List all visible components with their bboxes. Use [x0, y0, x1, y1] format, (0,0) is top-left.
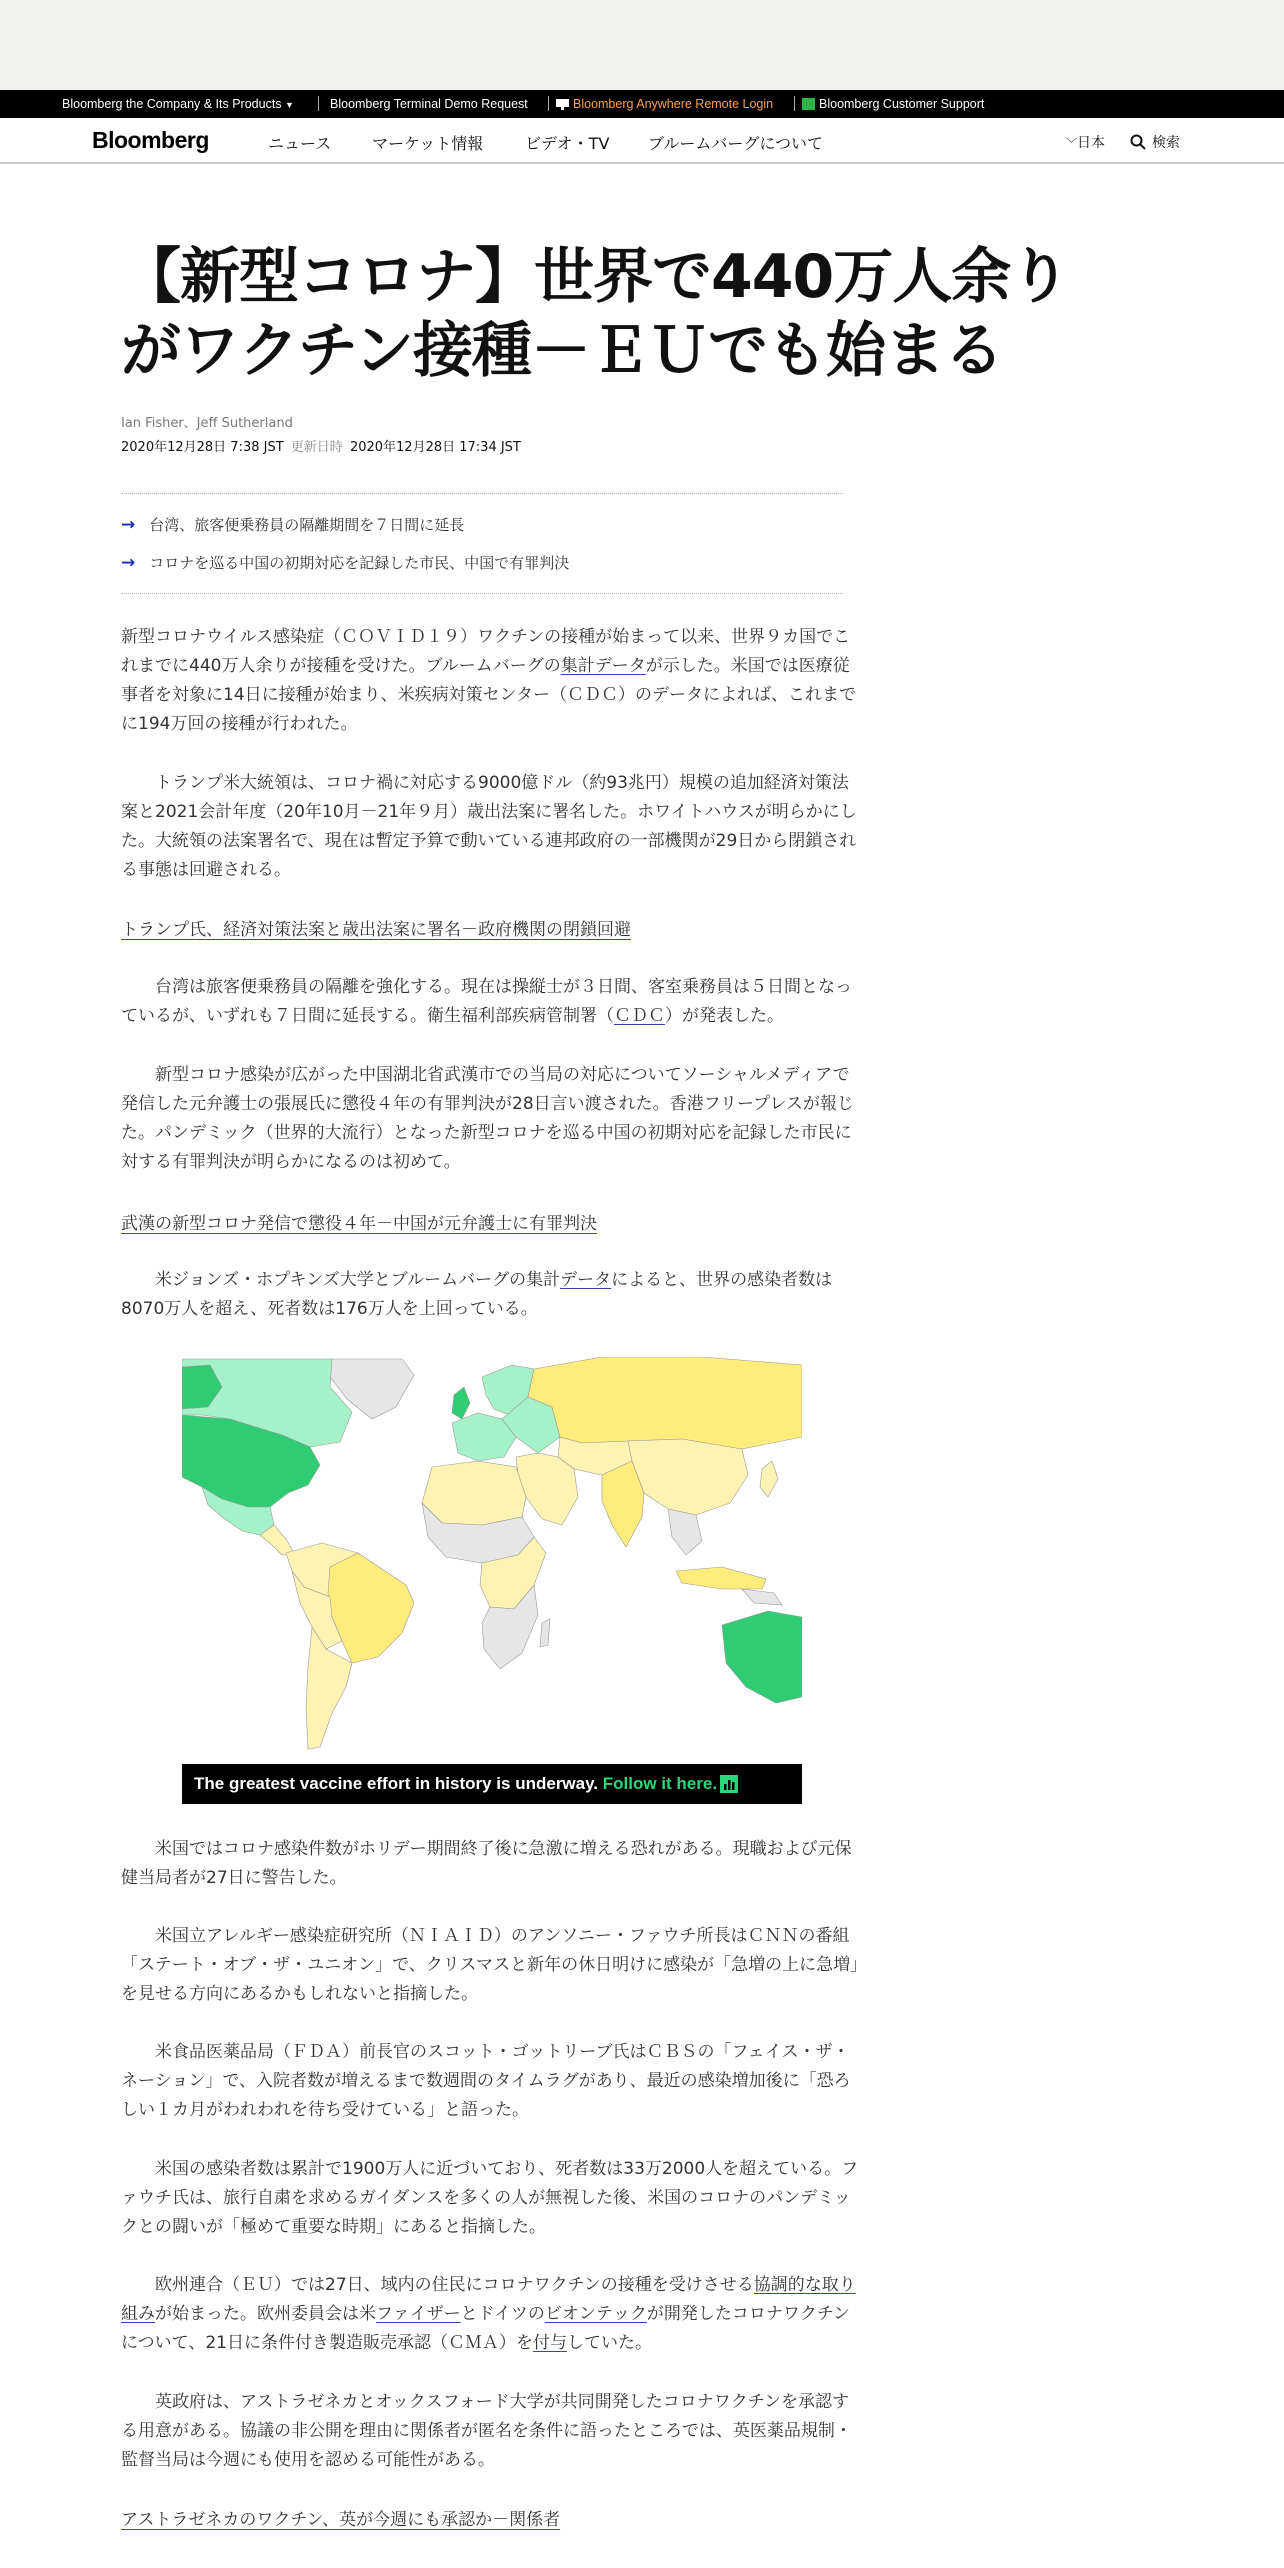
related-link-china[interactable]: → コロナを巡る中国の初期対応を記録した市民、中国で有罪判決	[121, 553, 570, 573]
updated-label: 更新日時	[290, 440, 343, 455]
map-caption: The greatest vaccine effort in history is underway. Follow it here.	[194, 1774, 718, 1793]
paragraph: 米食品医薬品局（ＦＤＡ）前長官のスコット・ゴットリーブ氏はＣＢＳの「フェイス・ザ・ネーション」で、入院者数が増えるまで数週間のタイムラグがあり、最近の感染増加後に「恐ろしい１カ月がわれわれを待ち受けている」と語った。	[121, 2042, 851, 2120]
ad-space	[0, 0, 1284, 90]
related-article-link[interactable]: トランプ氏、経済対策法案と歳出法案に署名－政府機関の閉鎖回避	[121, 920, 631, 940]
published-time: 2020年12月28日 7:38 JST	[121, 440, 284, 455]
divider	[548, 96, 549, 111]
nav-item-news[interactable]: ニュース	[268, 134, 332, 153]
inline-link[interactable]: 集計データ	[560, 656, 646, 676]
inline-link[interactable]: 付与	[532, 2333, 567, 2353]
arrow-right-icon: →	[121, 553, 136, 573]
chevron-down-icon: ▼	[285, 100, 294, 110]
related-article-link[interactable]: アストラゼネカのワクチン、英が今週にも承認か－関係者	[121, 2510, 561, 2530]
paragraph: トランプ米大統領は、コロナ禍に対応する9000億ドル（約93兆円）規模の追加経済対策法案と2021会計年度（20年10月－21年９月）歳出法案に署名した。ホワイトハウスが明らかにした。大統領の法案署名で、現在は暫定予算で動いている連邦政府の一部機関が29日から閉鎖される事態は回避される。	[121, 773, 857, 880]
article-headline: 【新型コロナ】世界で440万人余りがワクチン接種－ＥＵでも始まる	[121, 242, 1070, 386]
paragraph: 欧州連合（ＥＵ）では27日、域内の住民にコロナワクチンの接種を受けさせる協調的な取り組みが始まった。欧州委員会は米ファイザーとドイツのビオンテックが開発したコロナワクチンについて、21日に条件付き製造販売承認（ＣＭＡ）を付与していた。	[121, 2275, 856, 2353]
paragraph: 米ジョンズ・ホプキンズ大学とブルームバーグの集計データによると、世界の感染者数は8070万人を超え、死者数は176万人を上回っている。	[121, 1270, 833, 1319]
paragraph: 台湾は旅客便乗務員の隔離を強化する。現在は操縦士が３日間、客室乗務員は５日間となっているが、いずれも７日間に延長する。衛生福利部疾病管制署（ＣＤＣ）が発表した。	[121, 977, 852, 1026]
chevron-down-icon: ﹀	[1066, 137, 1077, 150]
terminal-icon	[556, 99, 569, 110]
nav-item-about[interactable]: ブルームバーグについて	[648, 134, 824, 153]
anywhere-login-link[interactable]: Bloomberg Anywhere Remote Login	[556, 97, 773, 111]
russia	[528, 1357, 802, 1449]
article-authors[interactable]: Ian Fisher、Jeff Sutherland	[121, 416, 293, 431]
paragraph: 米国の感染者数は累計で1900万人に近づいており、死者数は33万2000人を超えている。ファウチ氏は、旅行自粛を求めるガイダンスを多くの人が無視した後、米国のコロナのパンデミックとの闘いが「極めて重要な時期」にあると指摘した。	[121, 2159, 859, 2237]
divider	[318, 96, 319, 111]
divider	[121, 493, 843, 494]
bloomberg-logo[interactable]: Bloomberg	[92, 127, 209, 153]
map-caption-bar[interactable]	[182, 1764, 802, 1804]
corporate-topbar	[0, 90, 1284, 118]
vaccine-map-graphic[interactable]	[182, 1357, 802, 1804]
arrow-right-icon: →	[121, 515, 136, 535]
customer-support-link[interactable]: Bloomberg Customer Support	[802, 97, 984, 111]
related-link-taiwan[interactable]: → 台湾、旅客便乗務員の隔離期間を７日間に延長	[121, 515, 465, 535]
nav-item-markets[interactable]: マーケット情報	[372, 134, 484, 153]
search-button[interactable]: 検索	[1130, 132, 1180, 152]
world-map	[182, 1357, 802, 1764]
bar-chart-icon	[720, 1775, 738, 1793]
main-nav	[0, 118, 1284, 164]
region-selector[interactable]: ﹀日本	[1066, 135, 1105, 151]
terminal-demo-link[interactable]: Bloomberg Terminal Demo Request	[330, 97, 528, 111]
divider	[794, 96, 795, 111]
paragraph: 米国立アレルギー感染症研究所（ＮＩＡＩＤ）のアンソニー・ファウチ所長はＣＮＮの番組「ステート・オブ・ザ・ユニオン」で、クリスマスと新年の休日明けに感染が「急増の上に急増」を見せる方向にあるかもしれないと指摘した。	[121, 1926, 859, 2004]
inline-link[interactable]: ビオンテック	[544, 2304, 647, 2324]
inline-link[interactable]: ＣＤＣ	[614, 1006, 665, 1026]
support-icon	[802, 98, 815, 110]
article-dates	[121, 436, 521, 455]
paragraph: 新型コロナ感染が広がった中国湖北省武漢市での当局の対応についてソーシャルメディアで発信した元弁護士の張展氏に懲役４年の有罪判決が28日言い渡された。香港フリープレスが報じた。パンデミック（世界的大流行）となった新型コロナを巡る中国の初期対応を記録した市民に対する有罪判決が明らかになるのは初めて。	[121, 1065, 854, 1172]
company-products-link[interactable]: Bloomberg the Company & Its Products ▼	[62, 97, 294, 111]
related-article-link[interactable]: 武漢の新型コロナ発信で懲役４年－中国が元弁護士に有罪判決	[121, 1214, 597, 1234]
paragraph: 米国ではコロナ感染件数がホリデー期間終了後に急激に増える恐れがある。現職および元保健当局者が27日に警告した。	[121, 1839, 852, 1888]
paragraph: 英政府は、アストラゼネカとオックスフォード大学が共同開発したコロナワクチンを承認する用意がある。協議の非公開を理由に関係者が匿名を条件に語ったところでは、英医薬品規制・監督当局は今週にも使用を認める可能性がある。	[121, 2392, 852, 2470]
inline-link[interactable]: 協調的な取り組み	[121, 2275, 856, 2324]
nav-item-video-tv[interactable]: ビデオ・TV	[525, 134, 610, 153]
paragraph: 新型コロナウイルス感染症（ＣＯＶＩＤ１９）ワクチンの接種が始まって以来、世界９カ国でこれまでに440万人余りが接種を受けた。ブルームバーグの集計データが示した。米国では医療従事者を対象に14日に接種が始まり、米疾病対策センター（ＣＤＣ）のデータによれば、これまでに194万回の接種が行われた。	[121, 627, 856, 734]
inline-link[interactable]: ファイザー	[376, 2304, 461, 2324]
north-africa	[422, 1461, 526, 1525]
search-icon	[1130, 134, 1146, 150]
updated-time: 2020年12月28日 17:34 JST	[349, 440, 521, 455]
inline-link[interactable]: データ	[560, 1270, 612, 1290]
divider	[121, 593, 843, 594]
